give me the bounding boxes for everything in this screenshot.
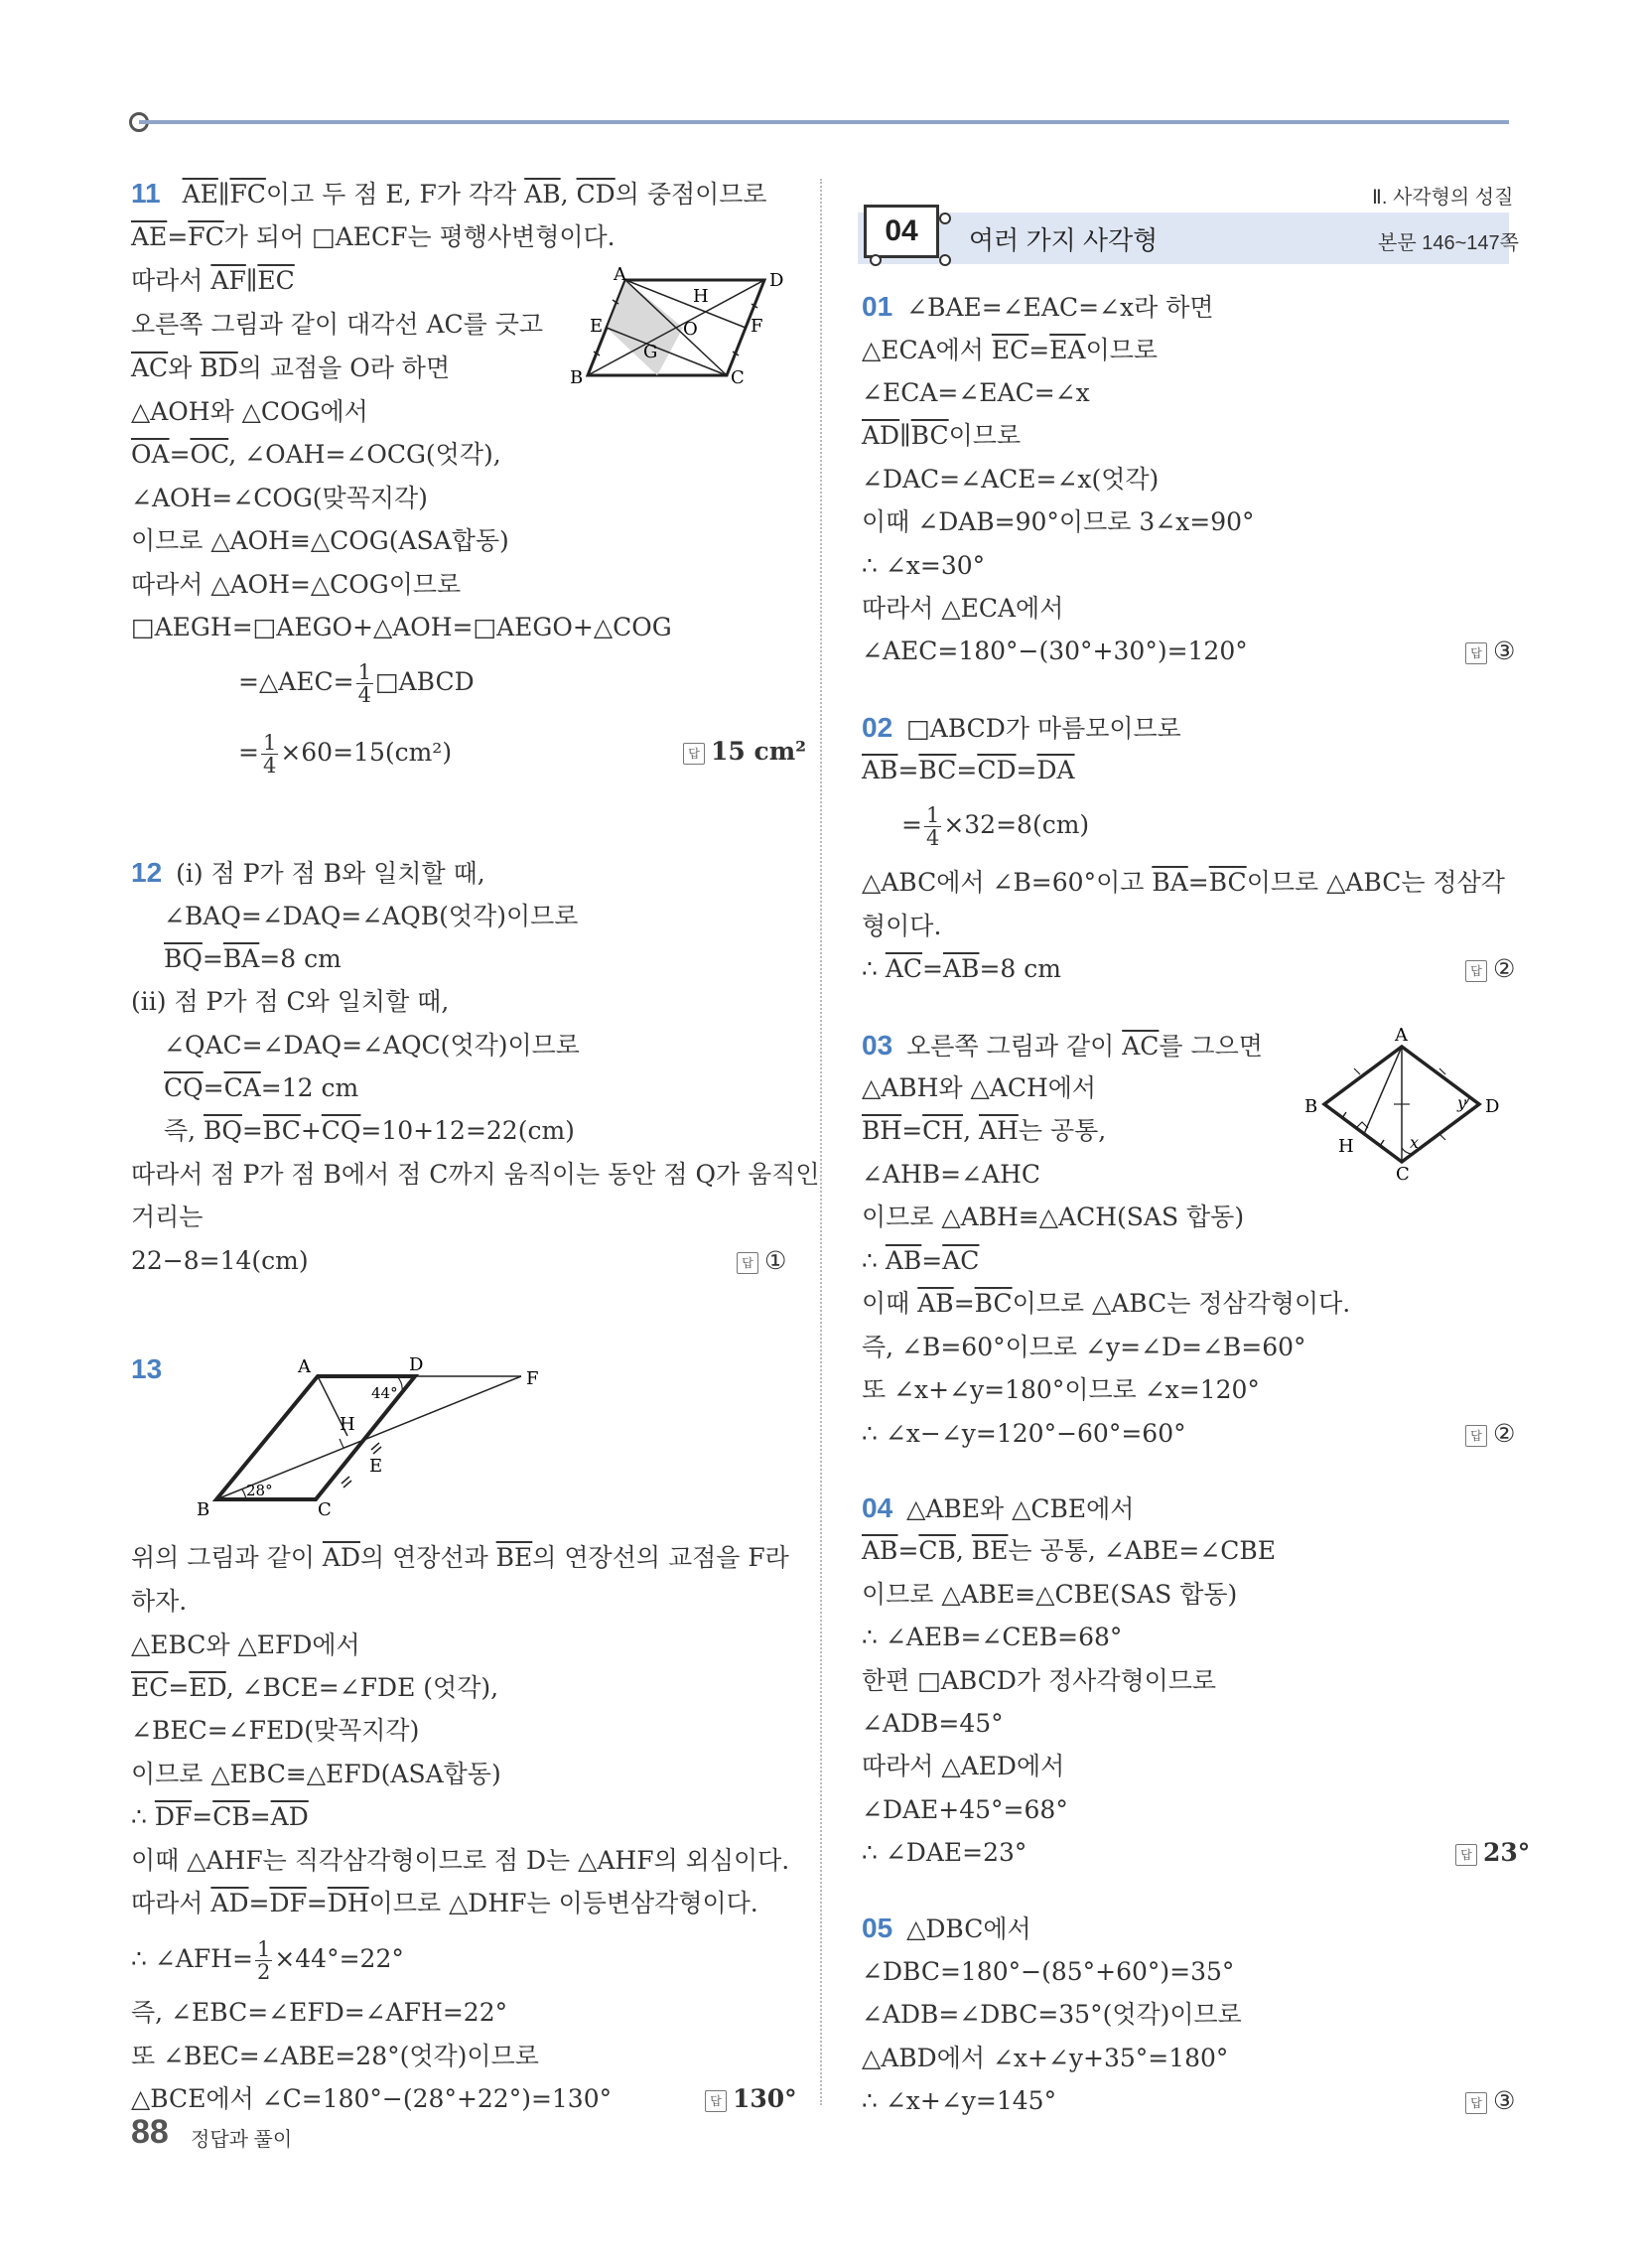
p02-line6: ∴ $\overline{AC}=\overline{AB}=8$ cm [862, 954, 1061, 983]
answer-mark-icon: 답 [1465, 2092, 1487, 2114]
label-D: D [1485, 1096, 1500, 1117]
p12-line9: 거리는 [131, 1203, 204, 1231]
p12-line5: ∠QAC=∠DAQ=∠AQC(엇각)이므로 [164, 1031, 580, 1060]
label-F: F [526, 1368, 539, 1389]
label-y: y [1457, 1093, 1467, 1112]
answer-mark-icon: 답 [1465, 1425, 1487, 1447]
fraction: $\frac{1}{4}$ [357, 660, 371, 707]
problem-number: 11 [131, 178, 161, 209]
p11-line6: △AOH와 △COG에서 [131, 397, 368, 426]
p13-line1: 위의 그림과 같이 $\overline{AD}$의 연장선과 $\overline{BE}$의 연장선의 교점을 F라 [131, 1543, 789, 1572]
problem-number: 02 [862, 712, 893, 743]
problem-number: 04 [862, 1492, 893, 1523]
p01-line3: ∠ECA=∠EAC=∠x [862, 378, 1090, 407]
p02-answer: 답 ② [1465, 952, 1515, 986]
header-rule [139, 120, 1509, 124]
p13-line5: ∠BEC=∠FED(맞꼭지각) [131, 1716, 420, 1745]
p03-line3: $\overline{BH}=\overline{CH}$, $\overline{AH}$는 공통, [862, 1116, 1107, 1145]
p13-figure [189, 1350, 546, 1524]
p13-line7: ∴ $\overline{DF}=\overline{CB}=\overline{AD}$ [131, 1802, 309, 1831]
answer-mark-icon: 답 [737, 1252, 758, 1274]
p12-line4: (ⅱ) 점 P가 점 C와 일치할 때, [131, 987, 450, 1016]
p04-line8: ∠DAE+45°=68° [862, 1795, 1068, 1824]
p01-line5: ∠DAC=∠ACE=∠x(엇각) [862, 465, 1160, 494]
p02-line3: = $\frac{1}{4}$ ×32=8(cm) [901, 803, 1090, 850]
p13-line8: 이때 △AHF는 직각삼각형이므로 점 D는 △AHF의 외심이다. [131, 1846, 790, 1875]
p04-line2: $\overline{AB}=\overline{CB}$, $\overline{BE}$는 공통, ∠ABE=∠CBE [862, 1536, 1276, 1565]
label-F: F [751, 316, 763, 337]
p04-line3: 이므로 △ABE≡△CBE(SAS 합동) [862, 1580, 1238, 1609]
label-D: D [409, 1354, 424, 1375]
page-number: 88 [131, 2113, 169, 2151]
p11-line2: $\overline{AE}=\overline{FC}$가 되어 □AECF는 평행사변형이다. [131, 222, 616, 251]
label-H: H [693, 286, 709, 307]
label-B: B [1304, 1096, 1318, 1117]
p01-line1: 01 ∠BAE=∠EAC=∠x라 하면 [862, 291, 1214, 322]
p11-line7: $\overline{OA}=\overline{OC}$, ∠OAH=∠OCG(엇각), [131, 440, 501, 469]
label-D: D [769, 270, 784, 291]
p03-line1: 03 오른쪽 그림과 같이 $\overline{AC}$를 그으면 [862, 1030, 1263, 1061]
label-x: x [1410, 1133, 1420, 1152]
p11-line13: = $\frac{1}{4}$ ×60=15(cm²) [238, 731, 453, 778]
p11-line4: 오른쪽 그림과 같이 대각선 AC를 긋고 [131, 310, 544, 339]
p04-line1: 04 △ABE와 △CBE에서 [862, 1492, 1135, 1523]
p04-line7: 따라서 △AED에서 [862, 1752, 1065, 1780]
label-A: A [614, 266, 626, 285]
p01-answer: 답 ③ [1465, 635, 1515, 668]
label-C: C [318, 1499, 332, 1520]
section-dot-icon [939, 213, 951, 224]
p11-line9: 이므로 △AOH≡△COG(ASA합동) [131, 526, 509, 555]
section-page-ref: 본문 146~147쪽 [1378, 232, 1519, 254]
p05-line3: ∠ADB=∠DBC=35°(엇각)이므로 [862, 2000, 1242, 2029]
label-B: B [197, 1499, 210, 1520]
p03-line8: 즉, ∠B=60°이므로 ∠y=∠D=∠B=60° [862, 1333, 1306, 1361]
chapter-title: Ⅱ. 사각형의 성질 [1372, 187, 1514, 209]
p13-line11: 즉, ∠EBC=∠EFD=∠AFH=22° [131, 1998, 508, 2027]
p04-line9: ∴ ∠DAE=23° [862, 1838, 1027, 1867]
label-A: A [1395, 1025, 1408, 1046]
p02-line5: 형이다. [862, 912, 942, 940]
p11-line1: 11 $\overline{AE}\parallel\overline{FC}$이고 두 점 E, F가 각각 $\overline{AB}$, $\overline{CD}$의 중점이므로 [131, 178, 767, 209]
p01-line2: △ECA에서 $\overline{EC}=\overline{EA}$이므로 [862, 336, 1159, 364]
angle-28: 28° [246, 1482, 273, 1499]
section-number: 04 [864, 205, 939, 258]
p12-line8: 따라서 점 P가 점 B에서 점 C까지 움직이는 동안 점 Q가 움직인 [131, 1160, 820, 1189]
p03-line5: 이므로 △ABH≡△ACH(SAS 합동) [862, 1203, 1245, 1231]
answer-mark-icon: 답 [1465, 642, 1487, 664]
p03-line2: △ABH와 △ACH에서 [862, 1073, 1097, 1102]
p13-line10: ∴ ∠AFH= $\frac{1}{2}$ ×44°=22° [131, 1937, 404, 1984]
answer-mark-icon: 답 [1455, 1844, 1477, 1866]
problem-number: 05 [862, 1913, 893, 1943]
p02-line1: 02 □ABCD가 마름모이므로 [862, 712, 1181, 743]
p12-line2: ∠BAQ=∠DAQ=∠AQB(엇각)이므로 [164, 902, 579, 930]
p13-line6: 이므로 △EBC≡△EFD(ASA합동) [131, 1760, 501, 1788]
p13-line4: $\overline{EC}=\overline{ED}$, ∠BCE=∠FDE (엇각), [131, 1673, 499, 1702]
p13-line9: 따라서 $\overline{AD}=\overline{DF}=\overline{DH}$이므로 △DHF는 이등변삼각형이다. [131, 1889, 758, 1917]
problem-number: 12 [131, 857, 163, 888]
p12-line10: 22−8=14(cm) [131, 1246, 309, 1275]
p12-line6: $\overline{CQ}=\overline{CA}=12$ cm [164, 1073, 359, 1102]
p03-line4: ∠AHB=∠AHC [862, 1160, 1041, 1189]
p11-line11: □AEGH=□AEGO+△AOH=□AEGO+△COG [131, 613, 672, 641]
problem-number: 13 [131, 1353, 163, 1384]
p01-line8: 따라서 △ECA에서 [862, 594, 1064, 623]
answer-mark-icon: 답 [1465, 960, 1487, 982]
p13-line3: △EBC와 △EFD에서 [131, 1630, 360, 1659]
label-C: C [731, 367, 745, 388]
p12-line3: $\overline{BQ}=\overline{BA}=8$ cm [164, 944, 342, 973]
label-A: A [298, 1356, 311, 1377]
p03-line9: 또 ∠x+∠y=180°이므로 ∠x=120° [862, 1375, 1260, 1404]
p11-line8: ∠AOH=∠COG(맞꼭지각) [131, 484, 428, 512]
label-H: H [340, 1414, 355, 1435]
p11-line10: 따라서 △AOH=△COG이므로 [131, 570, 462, 599]
p03-line10: ∴ ∠x−∠y=120°−60°=60° [862, 1419, 1186, 1448]
section-title: 여러 가지 사각형 [969, 225, 1159, 255]
answer-mark-icon: 답 [683, 743, 705, 765]
p11-line3: 따라서 $\overline{AF}\parallel\overline{EC}$ [131, 266, 295, 295]
label-E: E [369, 1456, 383, 1477]
fraction: $\frac{1}{2}$ [256, 1937, 271, 1984]
p01-line6: 이때 ∠DAB=90°이므로 3∠x=90° [862, 507, 1255, 536]
p13-answer: 답 130° [705, 2082, 797, 2116]
p13-line13: △BCE에서 ∠C=180°−(28°+22°)=130° [131, 2084, 613, 2113]
p04-answer: 답 23° [1455, 1836, 1530, 1870]
p12-answer: 답 ① [737, 1244, 786, 1278]
label-H: H [1338, 1136, 1354, 1157]
column-divider [820, 179, 822, 2105]
p05-line2: ∠DBC=180°−(85°+60°)=35° [862, 1957, 1235, 1986]
p03-figure [1291, 1023, 1519, 1182]
p03-line7: 이때 $\overline{AB}=\overline{BC}$이므로 △ABC는 정삼각형이다. [862, 1289, 1351, 1318]
label-C: C [1396, 1164, 1410, 1182]
label-O: O [683, 319, 698, 340]
p03-line6: ∴ $\overline{AB}=\overline{AC}$ [862, 1246, 980, 1275]
page-label: 정답과 풀이 [191, 2129, 293, 2151]
p12-line7: 즉, $\overline{BQ}=\overline{BC}+\overline{CQ}=10+12=22(cm)$ [164, 1116, 575, 1145]
p05-answer: 답 ③ [1465, 2084, 1515, 2118]
p13-number-line [131, 1352, 176, 1387]
p04-line5: 한편 □ABCD가 정사각형이므로 [862, 1666, 1217, 1695]
section-dot-icon [939, 254, 951, 266]
p02-line4: △ABC에서 ∠B=60°이고 $\overline{BA}=\overline{BC}$이므로 △ABC는 정삼각 [862, 868, 1505, 897]
p13-line12: 또 ∠BEC=∠ABE=28°(엇각)이므로 [131, 2042, 539, 2070]
label-E: E [590, 316, 604, 337]
p12-line1: 12 (ⅰ) 점 P가 점 B와 일치할 때, [131, 857, 485, 888]
p03-answer: 답 ② [1465, 1417, 1515, 1451]
p11-line12: =△AEC= $\frac{1}{4}$ □ABCD [238, 660, 475, 707]
fraction: $\frac{1}{4}$ [925, 803, 940, 850]
p01-line9: ∠AEC=180°−(30°+30°)=120° [862, 637, 1248, 665]
p04-line6: ∠ADB=45° [862, 1709, 1004, 1738]
p04-line4: ∴ ∠AEB=∠CEB=68° [862, 1623, 1123, 1651]
label-G: G [643, 342, 658, 362]
p11-figure [566, 266, 789, 390]
p05-line5: ∴ ∠x+∠y=145° [862, 2086, 1057, 2115]
p05-line1: 05 △DBC에서 [862, 1913, 1031, 1943]
label-B: B [570, 367, 584, 388]
problem-number: 03 [862, 1030, 893, 1061]
section-dot-icon [870, 254, 882, 266]
problem-number: 01 [862, 291, 893, 322]
p13-line2: 하자. [131, 1587, 188, 1616]
angle-44: 44° [371, 1384, 398, 1402]
p11-line5: $\overline{AC}$와 $\overline{BD}$의 교점을 O라 하면 [131, 354, 451, 382]
p01-line7: ∴ ∠x=30° [862, 551, 986, 580]
p02-line2: $\overline{AB}=\overline{BC}=\overline{CD}=\overline{DA}$ [862, 756, 1075, 784]
p05-line4: △ABD에서 ∠x+∠y+35°=180° [862, 2044, 1229, 2072]
p01-line4: $\overline{AD}\parallel\overline{BC}$이므로 [862, 421, 1022, 450]
fraction: $\frac{1}{4}$ [262, 731, 277, 778]
p11-answer: 답 15 cm² [683, 735, 806, 769]
answer-mark-icon: 답 [705, 2090, 727, 2112]
